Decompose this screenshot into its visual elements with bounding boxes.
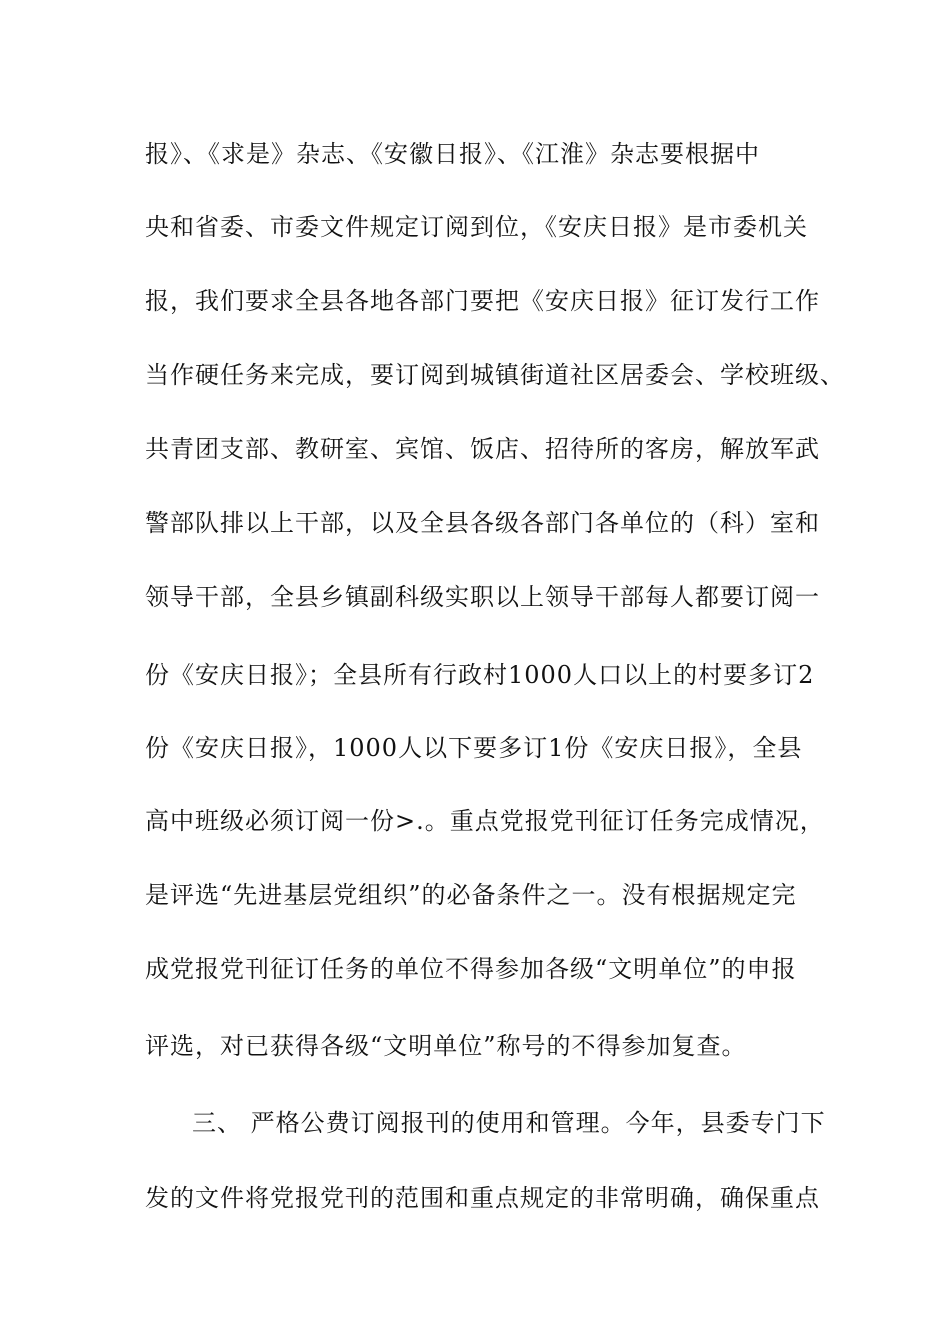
- text-line: 报，我们要求全县各地各部门要把《安庆日报》征订发行工作: [145, 287, 820, 315]
- text-line: 评选，对已获得各级“文明单位”称号的不得参加复查。: [145, 1032, 747, 1060]
- text-line: 高中班级必须订阅一份>.。重点党报党刊征订任务完成情况，: [145, 807, 825, 835]
- text-line: 警部队排以上干部，以及全县各级各部门各单位的（科）室和: [145, 509, 820, 537]
- text-line: 是评选“先进基层党组织”的必备条件之一。没有根据规定完: [145, 881, 797, 909]
- text-line: 份《安庆日报》；全县所有行政村1000人口以上的村要多订2: [145, 661, 815, 689]
- text-line: 领导干部，全县乡镇副科级实职以上领导干部每人都要订阅一: [145, 583, 820, 611]
- text-line: 共青团支部、教研室、宾馆、饭店、招待所的客房，解放军武: [145, 435, 820, 463]
- section-heading-line: 三、 严格公费订阅报刊的使用和管理。今年，县委专门下: [192, 1109, 826, 1137]
- text-line: 发的文件将党报党刊的范围和重点规定的非常明确，确保重点: [145, 1184, 820, 1212]
- text-line: 当作硬任务来完成，要订阅到城镇街道社区居委会、学校班级、: [145, 361, 845, 389]
- text-line: 央和省委、市委文件规定订阅到位，《安庆日报》是市委机关: [145, 213, 808, 241]
- text-line: 份《安庆日报》，1000人以下要多订1份《安庆日报》，全县: [145, 734, 803, 762]
- text-line: 成党报党刊征订任务的单位不得参加各级“文明单位”的申报: [145, 955, 797, 983]
- text-line: 报》、《求是》杂志、《安徽日报》、《江淮》杂志要根据中: [145, 140, 760, 168]
